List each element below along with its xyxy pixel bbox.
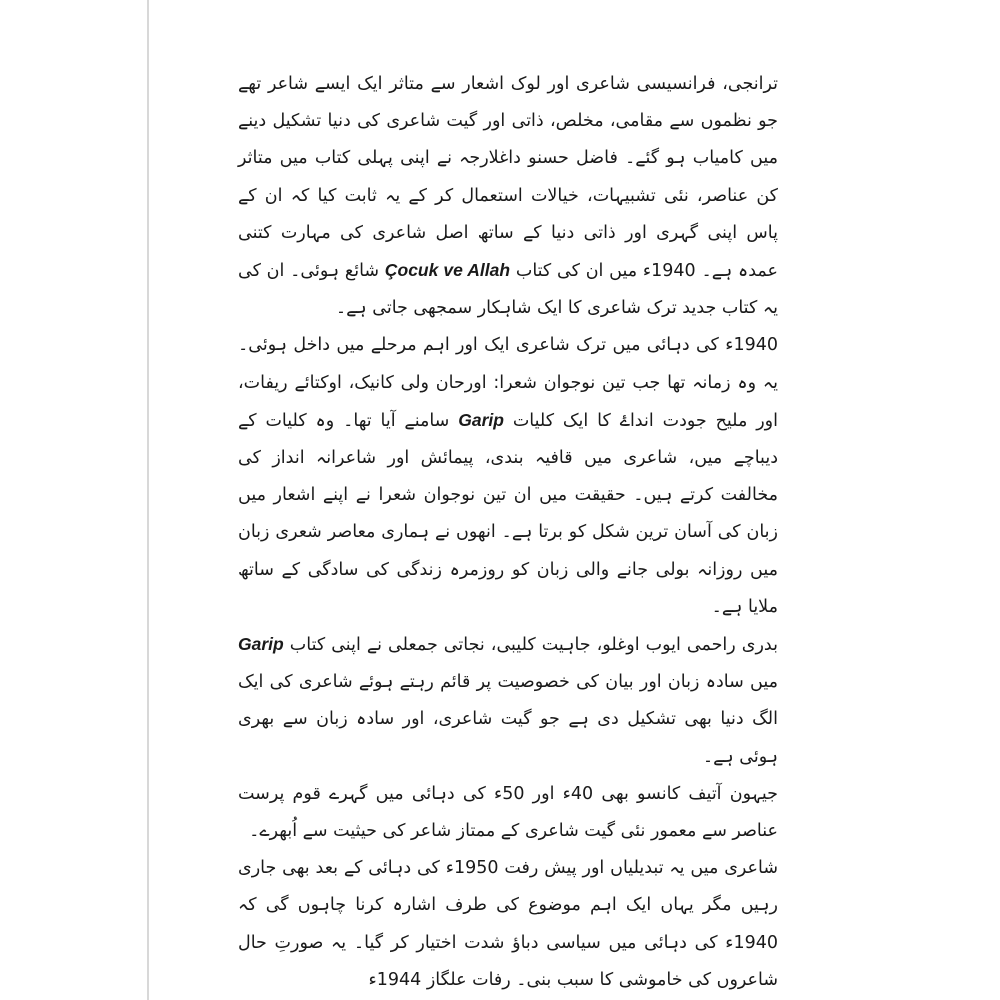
paragraph-3-text-end: میں سادہ زبان اور بیان کی خصوصیت پر قائم رہتے ہوئے شاعری کی ایک الگ دنیا بھی تشکیل دی ہے جو گیت شاعری، اور سادہ زبان سے بھری ہوئی ہے۔ [238,672,778,767]
text-body [238,66,778,999]
paragraph-5 [238,850,778,999]
book-title-garip: Garip [458,409,504,430]
paragraph-1-text: ترانجی، فرانسیسی شاعری اور لوک اشعار سے متاثر ایک ایسے شاعر تھے جو نظموں سے مقامی، مخلص، ذاتی اور گیت شاعری کی دنیا تشکیل دینے میں کامیاب ہو گئے۔ فاضل حسنو داغلارجہ نے اپنی پہلی کتاب میں متاثر کن عناصر، نئی تشبیہات، خیالات استعمال کر کے یہ ثابت کیا کہ ان کے پاس اپنی گہری اور ذاتی دنیا کے ساتھ اصل شاعری کی مہارت کتنی عمدہ ہے۔ 1940ء میں ان کی کتاب [238,74,778,282]
paragraph-3 [238,626,778,776]
paragraph-2-text: 1940ء کی دہائی میں ترک شاعری ایک اور اہم مرحلے میں داخل ہوئی۔ یہ وہ زمانہ تھا جب تین نوجوان شعرا: اورحان ولی کانیک، اوکتائے ریفات، اور ملیح جودت انداۓ کا ایک کلیات [238,335,778,431]
paragraph-3-text: بدری راحمی ایوب اوغلو، جاہیت کلیبی، نجاتی جمعلی نے اپنی کتاب [289,635,778,656]
paragraph-4-text: جیہون آتیف کانسو بھی 40ء اور 50ء کی دہائی میں گہرے قوم پرست عناصر سے معمور نئی گیت شاعری کے ممتاز شاعر کی حیثیت سے اُبھرے۔ [238,783,778,842]
book-title-garip-2: Garip [238,634,284,655]
paragraph-2 [238,327,778,626]
page-edge [147,0,149,1000]
paragraph-1-text-end: شائع ہوئی۔ ان کی یہ کتاب جدید ترک شاعری کا ایک شاہکار سمجھی جاتی ہے۔ [238,261,778,319]
paragraph-2-text-end: سامنے آیا تھا۔ وہ کلیات کے دیباچے میں، شاعری میں قافیہ بندی، پیمائش اور شاعرانہ انداز کی مخالفت کرتے ہیں۔ حقیقت میں ان تین نوجوان شعرا نے اپنے اشعار میں زبان کی آسان ترین شکل کو برتا ہے۔ انھوں نے ہماری معاصر شعری زبان میں روزانہ بولی جانے والی زبان کو روزمرہ زندگی کی سادگی کے ساتھ ملایا ہے۔ [238,410,778,617]
paragraph-4 [238,776,778,850]
book-title-cocuk-ve-allah: Çocuk ve Allah [384,260,511,281]
paragraph-5-text: شاعری میں یہ تبدیلیاں اور پیش رفت 1950ء کی دہائی کے بعد بھی جاری رہیں مگر یہاں ایک اہم موضوع کی طرف اشارہ کرنا چاہوں گی کہ 1940ء کی دہائی میں سیاسی دباؤ شدت اختیار کر گیا۔ یہ صورتِ حال شاعروں کی خاموشی کا سبب بنی۔ رفات علگاز 1944ء [238,858,778,990]
paragraph-1 [238,66,778,327]
